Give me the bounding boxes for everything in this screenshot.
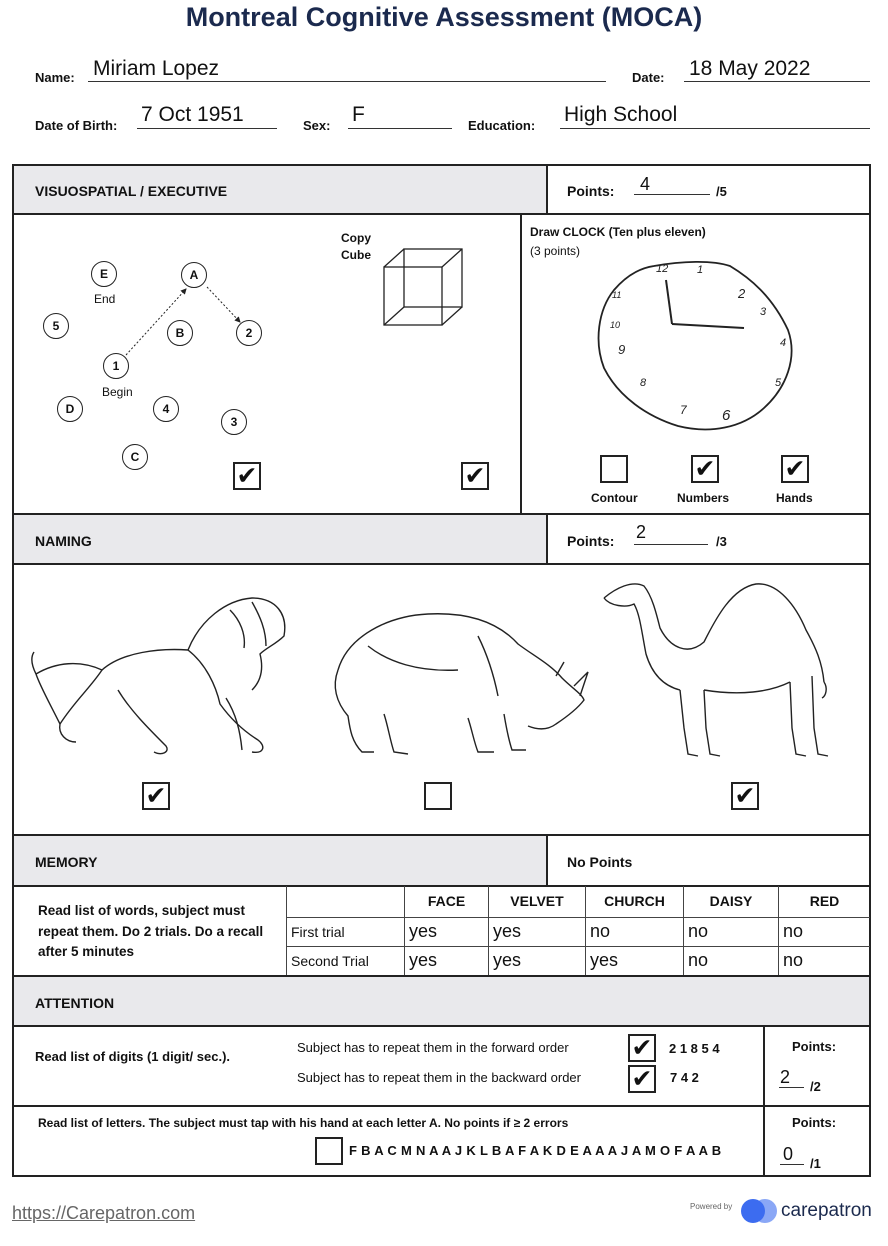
clock-number-10: 10 — [610, 320, 621, 330]
naming-heading: NAMING — [35, 533, 92, 549]
trail-node-c: C — [122, 444, 148, 470]
dob-label: Date of Birth: — [35, 118, 118, 133]
memory-trial-row — [287, 917, 871, 946]
camel-drawing — [600, 578, 830, 762]
carepatron-brand: carepatron — [781, 1200, 872, 1221]
digits-max: /2 — [810, 1079, 821, 1094]
visuospatial-header — [12, 164, 548, 215]
sex-field[interactable] — [348, 104, 452, 129]
trial-result[interactable]: no — [684, 946, 779, 975]
memory-table — [286, 886, 870, 975]
memory-word-row — [287, 886, 871, 917]
education-label: Education: — [468, 118, 536, 133]
trial-result[interactable]: yes — [405, 917, 489, 946]
letters-points-label: Points: — [792, 1115, 837, 1130]
digits-points — [763, 1025, 871, 1107]
clock-number-7: 7 — [680, 403, 687, 417]
clock-number-9: 9 — [618, 342, 626, 357]
carepatron-logo-icon — [740, 1198, 780, 1224]
hands-checkbox[interactable]: ✔ — [781, 455, 809, 483]
powered-by: Powered by — [690, 1202, 733, 1211]
forward-checkbox[interactable]: ✔ — [628, 1034, 656, 1062]
memory-instructions: Read list of words, subject must repeat them. Do 2 trials. Do a recall after 5 minutes — [38, 903, 264, 959]
memory-header — [12, 834, 548, 887]
letters-sequence: F B A C M N A A J K L B A F A K D E A A A J A M O F A A B — [349, 1143, 722, 1158]
lion-checkbox[interactable]: ✔ — [142, 782, 170, 810]
visuospatial-score-field[interactable] — [634, 174, 710, 195]
dob-value: 7 Oct 1951 — [141, 103, 244, 126]
hands-label: Hands — [776, 491, 813, 505]
trail-node-a: A — [181, 262, 207, 288]
trail-node-3: 3 — [221, 409, 247, 435]
visuospatial-points — [546, 164, 871, 215]
trail-node-b: B — [167, 320, 193, 346]
education-value: High School — [564, 103, 678, 126]
memory-word: RED — [779, 886, 871, 917]
trial-result[interactable]: no — [779, 917, 871, 946]
trial-result[interactable]: no — [684, 917, 779, 946]
date-field[interactable] — [684, 58, 870, 82]
letters-instruction: Read list of letters. The subject must tap with his hand at each letter A. No points if ≥ 2 errors — [38, 1116, 569, 1130]
memory-trial-row — [287, 946, 871, 975]
attention-heading: ATTENTION — [35, 995, 115, 1011]
forward-text: Subject has to repeat them in the forward order — [297, 1040, 569, 1055]
clock-number-2: 2 — [738, 286, 746, 301]
forward-digits: 2 1 8 5 4 — [669, 1041, 720, 1056]
end-label: End — [94, 292, 116, 306]
trial-result[interactable]: yes — [489, 917, 586, 946]
letters-checkbox[interactable] — [315, 1137, 343, 1165]
trial-result[interactable]: yes — [489, 946, 586, 975]
naming-points-label: Points: — [567, 533, 615, 549]
clock-subtitle: (3 points) — [530, 244, 581, 258]
rhinoceros-drawing — [328, 606, 590, 761]
name-value: Miriam Lopez — [93, 57, 220, 80]
trial-label: First trial — [287, 917, 405, 946]
contour-checkbox[interactable] — [600, 455, 628, 483]
sex-value: F — [352, 103, 365, 126]
trial-result[interactable]: yes — [586, 946, 684, 975]
trial-label: Second Trial — [287, 946, 405, 975]
clock-number-1: 1 — [697, 264, 704, 276]
memory-heading: MEMORY — [35, 854, 98, 870]
clock-drawing — [592, 258, 802, 438]
naming-points — [546, 513, 871, 565]
digits-points-label: Points: — [792, 1039, 837, 1054]
dob-field[interactable] — [137, 104, 277, 129]
naming-max: /3 — [716, 534, 727, 549]
naming-score-field[interactable] — [634, 522, 708, 545]
trail-checkbox[interactable]: ✔ — [233, 462, 261, 490]
memory-corner-cell — [287, 886, 405, 917]
carepatron-link[interactable]: https://Carepatron.com — [12, 1203, 196, 1223]
clock-number-12: 12 — [656, 263, 669, 275]
numbers-checkbox[interactable]: ✔ — [691, 455, 719, 483]
trial-result[interactable]: yes — [405, 946, 489, 975]
trail-node-5: 5 — [43, 313, 69, 339]
trail-node-e: E — [91, 261, 117, 287]
memory-word: CHURCH — [586, 886, 684, 917]
clock-number-3: 3 — [760, 306, 767, 318]
memory-points-note: No Points — [567, 854, 633, 870]
begin-label: Begin — [102, 385, 133, 399]
naming-header — [12, 513, 548, 565]
trail-node-d: D — [57, 396, 83, 422]
clock-number-5: 5 — [775, 377, 782, 389]
digits-score: 2 — [780, 1067, 791, 1087]
digits-instruction: Read list of digits (1 digit/ sec.). — [35, 1049, 231, 1064]
date-label: Date: — [632, 70, 665, 85]
clock-number-11: 11 — [612, 290, 622, 300]
backward-text: Subject has to repeat them in the backward order — [297, 1070, 581, 1085]
sex-label: Sex: — [303, 118, 331, 133]
page-title: Montreal Cognitive Assessment (MOCA) — [185, 2, 703, 32]
clock-number-6: 6 — [722, 407, 731, 424]
name-field[interactable] — [88, 58, 606, 82]
trial-result[interactable]: no — [586, 917, 684, 946]
visuospatial-heading: VISUOSPATIAL / EXECUTIVE — [35, 183, 228, 199]
trail-node-2: 2 — [236, 320, 262, 346]
numbers-label: Numbers — [677, 491, 730, 505]
trail-node-4: 4 — [153, 396, 179, 422]
naming-score: 2 — [636, 522, 647, 542]
letters-score-field[interactable] — [780, 1144, 804, 1165]
memory-points — [546, 834, 871, 887]
rhinoceros-checkbox[interactable] — [424, 782, 452, 810]
date-value: 18 May 2022 — [689, 57, 811, 80]
letters-max: /1 — [810, 1156, 821, 1171]
backward-digits: 7 4 2 — [670, 1070, 699, 1085]
visuospatial-max: /5 — [716, 184, 727, 199]
cube-label: Cube — [341, 248, 371, 262]
memory-word: DAISY — [684, 886, 779, 917]
camel-checkbox[interactable]: ✔ — [731, 782, 759, 810]
copy-label: Copy — [341, 231, 371, 245]
clock-number-4: 4 — [780, 337, 787, 349]
attention-header — [12, 975, 871, 1027]
clock-number-8: 8 — [640, 377, 647, 389]
memory-word: FACE — [405, 886, 489, 917]
memory-word: VELVET — [489, 886, 586, 917]
points-label: Points: — [567, 183, 615, 199]
contour-label: Contour — [591, 491, 638, 505]
lion-drawing — [30, 590, 292, 762]
backward-checkbox[interactable]: ✔ — [628, 1065, 656, 1093]
clock-title: Draw CLOCK (Ten plus eleven) — [530, 225, 706, 239]
cube-drawing — [380, 245, 470, 330]
name-label: Name: — [35, 70, 75, 85]
letters-score: 0 — [783, 1144, 794, 1164]
digits-score-field[interactable] — [779, 1067, 804, 1088]
visuospatial-score: 4 — [640, 174, 651, 194]
trail-node-1: 1 — [103, 353, 129, 379]
education-field[interactable] — [560, 104, 870, 129]
trial-result[interactable]: no — [779, 946, 871, 975]
cube-checkbox[interactable]: ✔ — [461, 462, 489, 490]
